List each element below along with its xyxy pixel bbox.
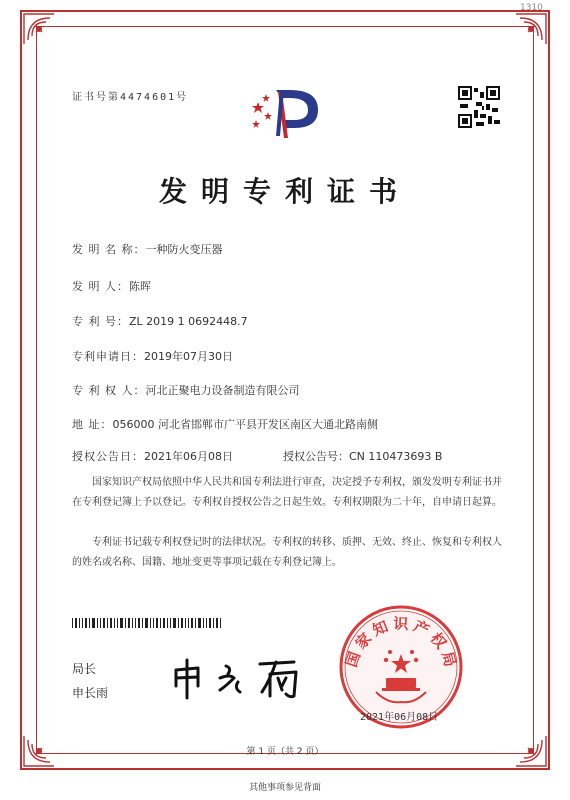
invention-name-label: 发 明 名 称： bbox=[72, 243, 146, 256]
address-row bbox=[72, 416, 378, 432]
inventor-label: 发 明 人： bbox=[72, 280, 129, 293]
address-label: 地 址： bbox=[72, 418, 113, 431]
handwritten-note: 1310 bbox=[520, 3, 543, 13]
address-value: 056000 河北省邯郸市广平县开发区南区大通北路南侧 bbox=[112, 418, 378, 431]
inventor-row bbox=[72, 278, 151, 294]
patentee-value: 河北正聚电力设备制造有限公司 bbox=[145, 384, 300, 397]
signer-title: 局长 bbox=[72, 662, 97, 676]
filing-date-label: 专利申请日： bbox=[72, 350, 144, 363]
invention-name-value: 一种防火变压器 bbox=[145, 243, 223, 256]
patentee-label: 专 利 权 人： bbox=[72, 384, 146, 397]
corner-ornament-top-left bbox=[22, 12, 56, 46]
handwritten-signature bbox=[168, 652, 318, 702]
grant-row bbox=[72, 448, 442, 464]
statement-paragraph-2: 专利证书记载专利权登记时的法律状况。专利权的转移、质押、无效、终止、恢复和专利权人的姓名或名称、国籍、地址变更等事项记载在专利登记簿上。 bbox=[72, 537, 502, 568]
footer-note: 其他事项参见背面 bbox=[248, 783, 321, 793]
certificate-number: 证书号第4474601号 bbox=[72, 92, 189, 103]
seal-date: 2021年06月08日 bbox=[360, 712, 439, 723]
patent-no-label: 专 利 号： bbox=[72, 315, 129, 328]
page-number: 第 1 页（共 2 页） bbox=[246, 747, 324, 757]
filing-date-value: 2019年07月30日 bbox=[144, 350, 233, 363]
grant-date-label: 授权公告日： bbox=[72, 450, 144, 463]
patentee-row bbox=[72, 382, 300, 398]
inventor-value: 陈晖 bbox=[129, 280, 151, 293]
grant-date-value: 2021年06月08日 bbox=[144, 450, 233, 463]
statement-paragraph-1: 国家知识产权局依照中华人民共和国专利法进行审查，决定授予专利权，颁发发明专利证书并在专利登记簿上予以登记。专利权自授权公告之日起生效。专利权期限为二十年，自申请日起算。 bbox=[72, 477, 502, 508]
filing-date-row bbox=[72, 348, 233, 364]
invention-name-row bbox=[72, 241, 223, 257]
seal-text: 国家知识产权局 bbox=[342, 614, 461, 673]
barcode-icon bbox=[72, 618, 222, 628]
patent-no-value: ZL 2019 1 0692448.7 bbox=[129, 315, 248, 328]
page-title: 发明专利证书 bbox=[158, 175, 411, 208]
cnipa-logo-icon bbox=[246, 80, 326, 142]
corner-ornament-top-right bbox=[514, 12, 548, 46]
qr-code-icon bbox=[458, 86, 500, 128]
signer-name: 申长雨 bbox=[72, 686, 109, 700]
grant-no-label: 授权公告号： bbox=[283, 450, 349, 463]
patent-no-row bbox=[72, 313, 248, 329]
grant-no-value: CN 110473693 B bbox=[349, 450, 443, 463]
